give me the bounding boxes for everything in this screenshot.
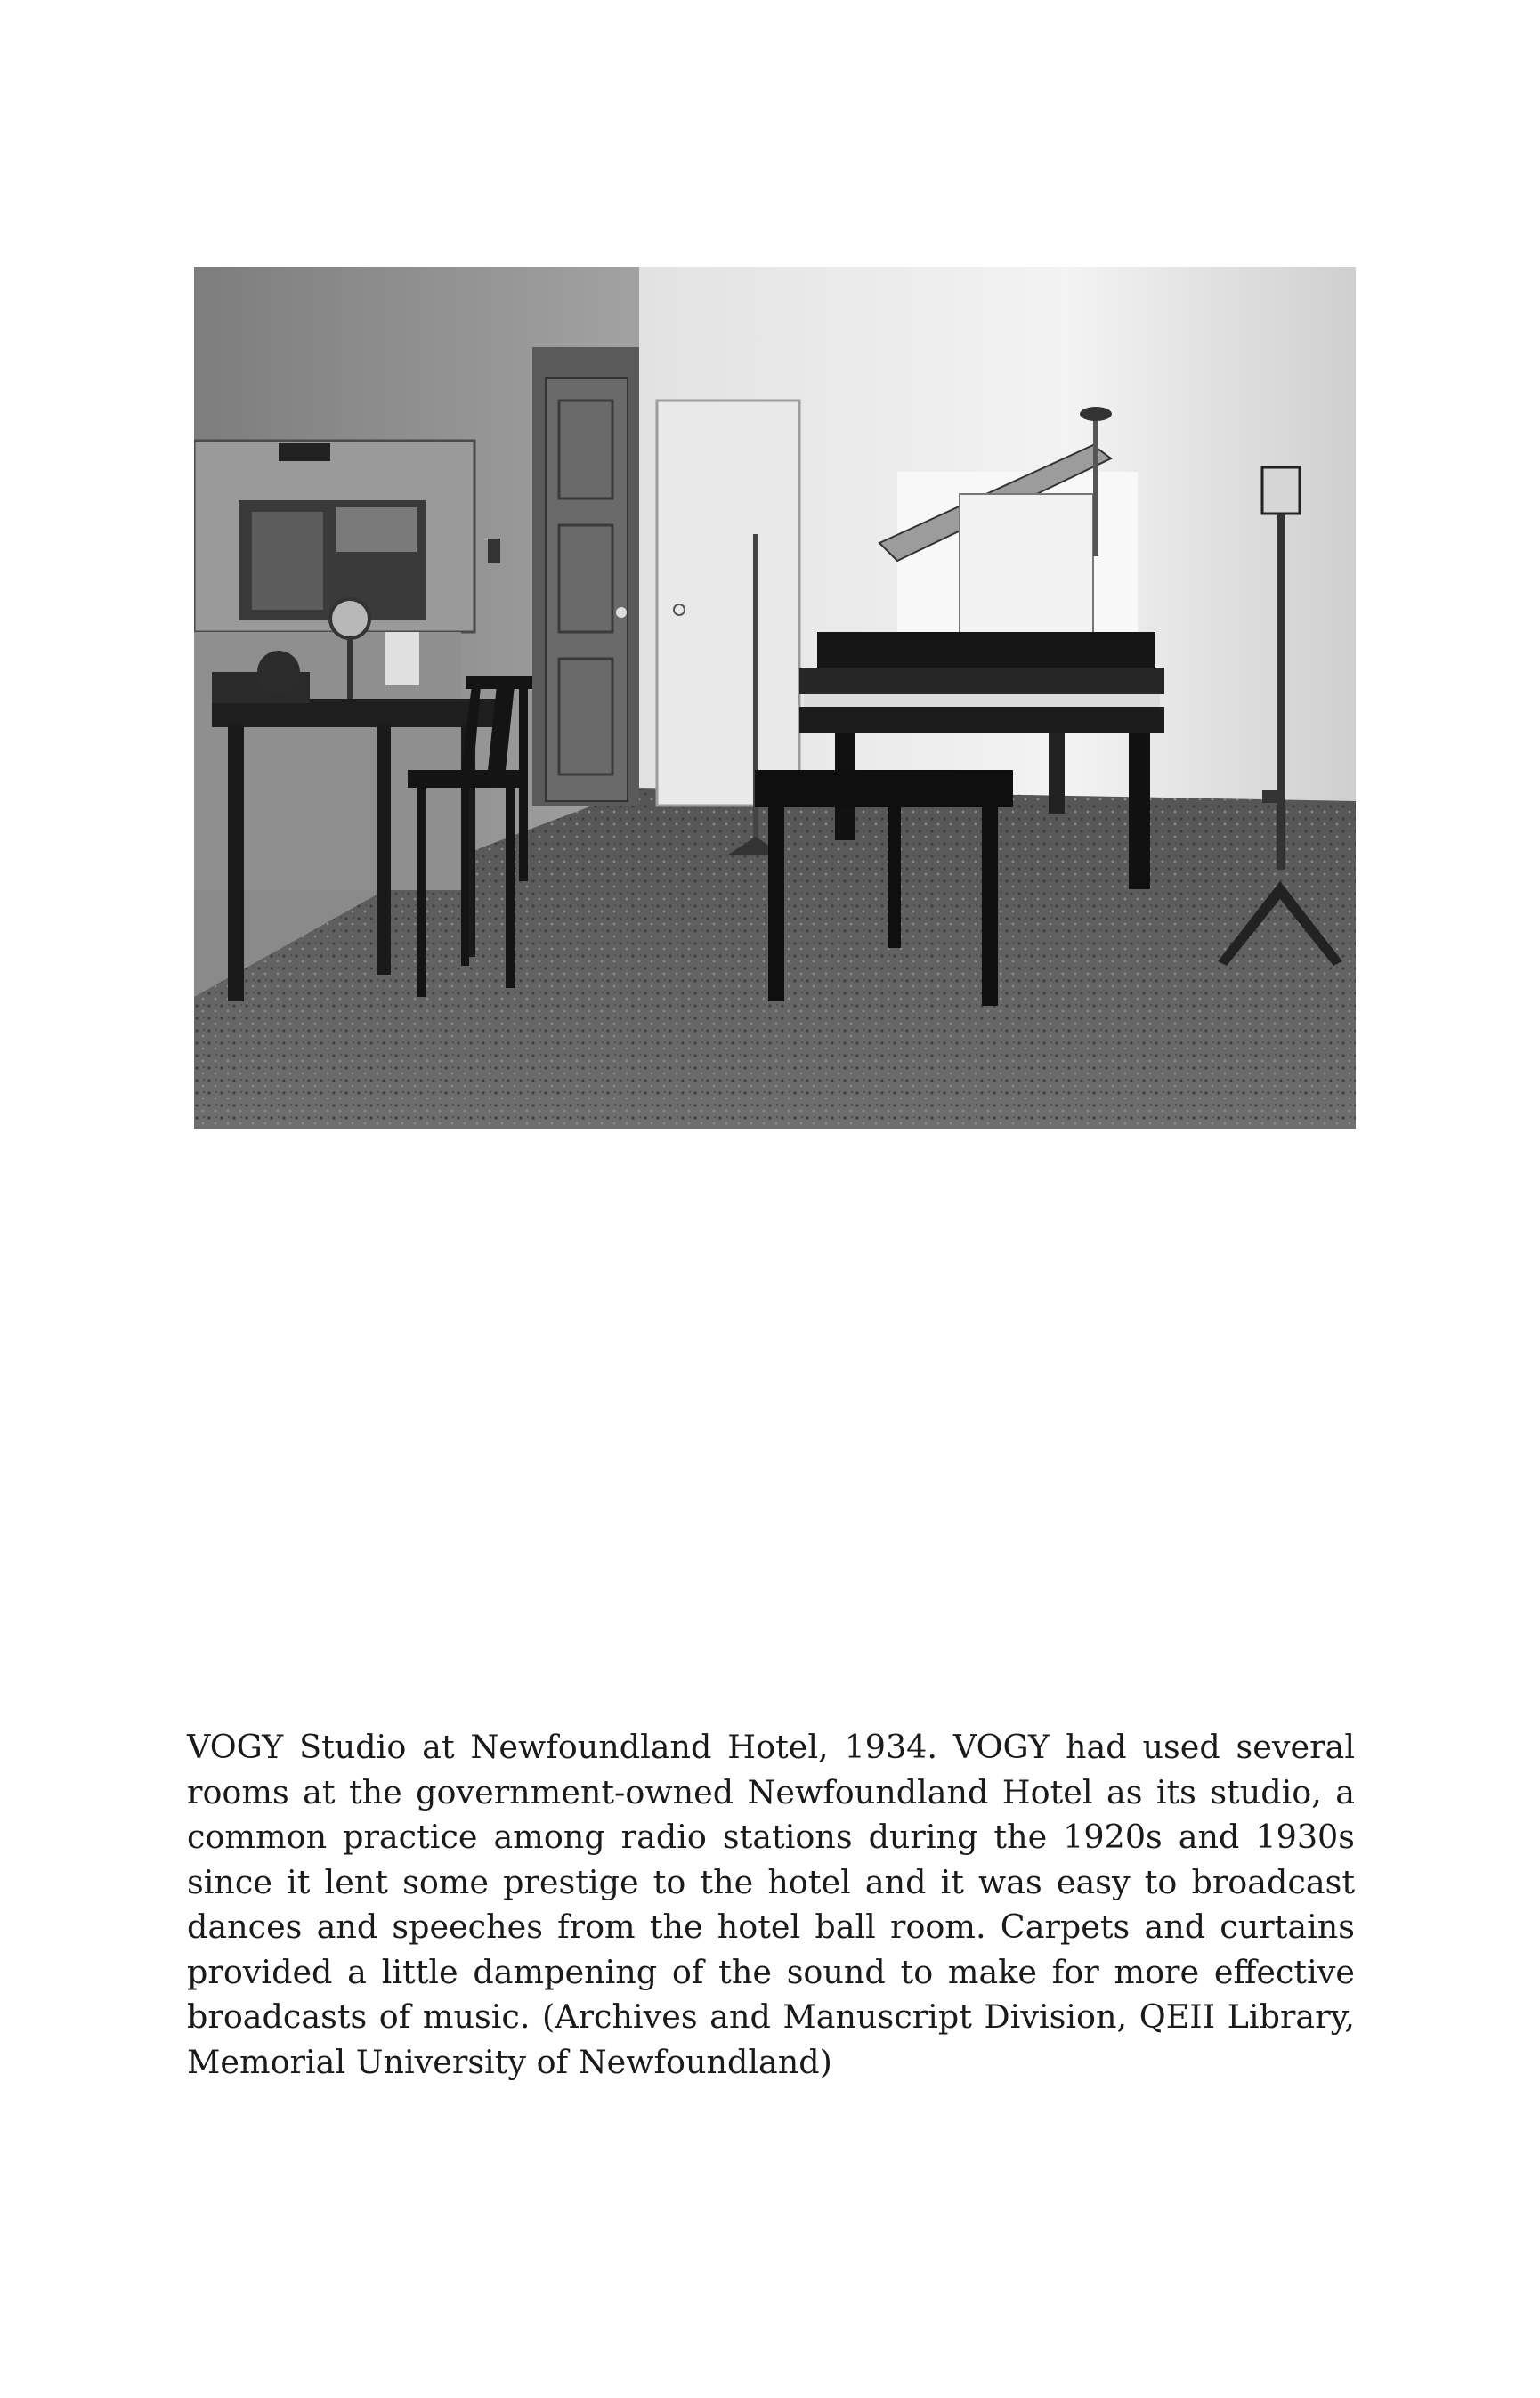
- studio-photograph: [194, 267, 1356, 1129]
- desk-clock: [257, 651, 300, 693]
- desk-microphone: [330, 599, 369, 638]
- photo-caption: VOGY Studio at Newfoundland Hotel, 1934. VOGY had used several rooms at the government-owned Newfoundland Hotel as its studio, a common practice among radio stations during the 1920s and 1930s since it lent some prestige to the hotel and it was easy to broadcast dances and speeches from the hotel ball room. Carpets and curtains provided a little dampening of the sound to make for more effective broadcasts of music. (Archives and Manuscript Division, QEII Library, Memorial University of Newfoundland): [187, 1728, 1355, 2081]
- open-doorway: [657, 401, 799, 806]
- studio-photograph-drawing: [194, 267, 1356, 1129]
